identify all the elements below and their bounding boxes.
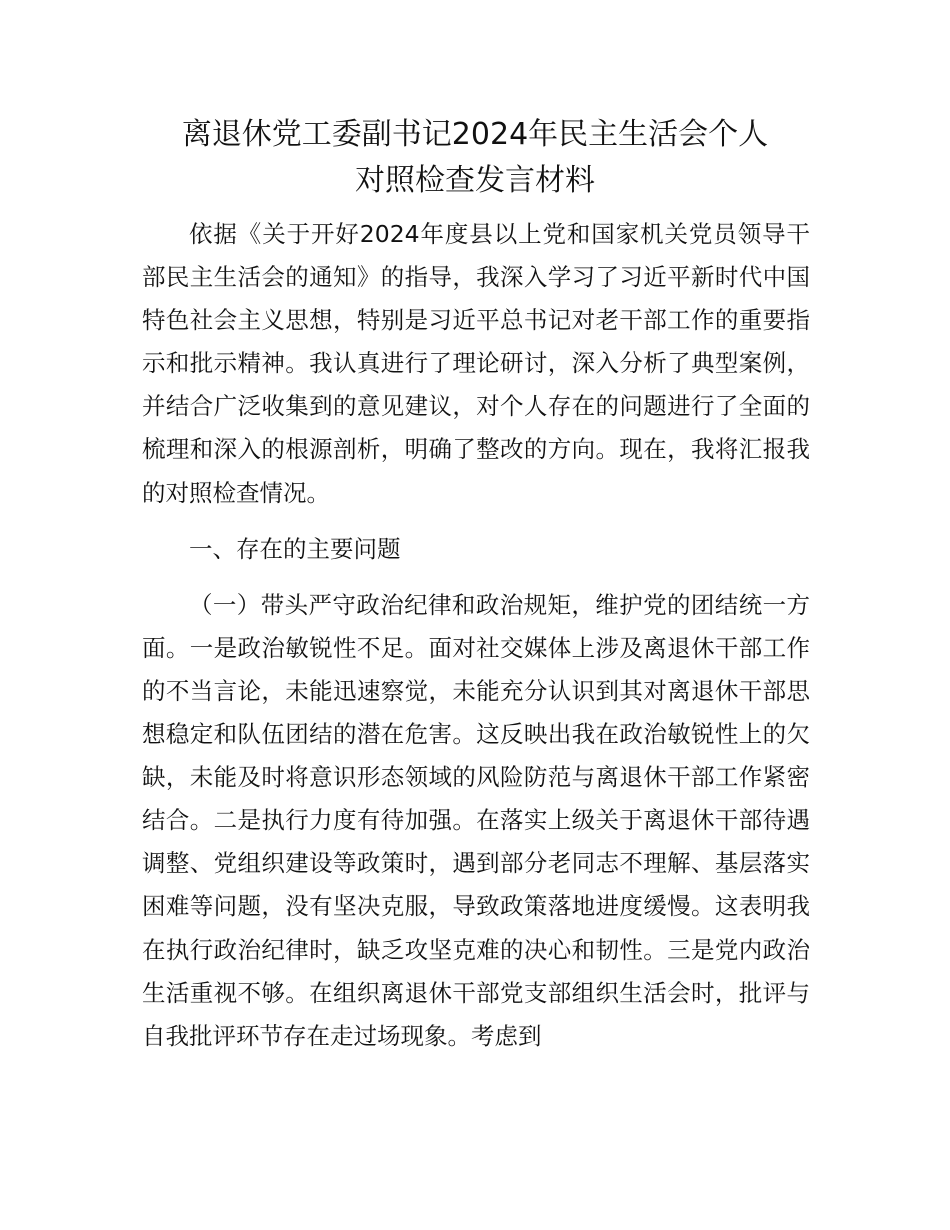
- intro-paragraph: 依据《关于开好2024年度县以上党和国家机关党员领导干部民主生活会的通知》的指导，我深入学习了习近平新时代中国特色社会主义思想，特别是习近平总书记对老干部工作的重要指示和批示精神。我认真进行了理论研讨，深入分析了典型案例，并结合广泛收集到的意见建议，对个人存在的问题进行了全面的梳理和深入的根源剖析，明确了整改的方向。现在，我将汇报我的对照检查情况。: [142, 220, 810, 507]
- document-title: [120, 112, 830, 204]
- title-line-1: 离退休党工委副书记2024年民主生活会个人: [181, 117, 769, 152]
- section-heading: 一、存在的主要问题: [189, 534, 401, 563]
- title-line-2: 对照检查发言材料: [355, 163, 595, 198]
- document-body: [142, 213, 810, 1058]
- section-one-paragraph: （一）带头严守政治纪律和政治规矩，维护党的团结统一方面。一是政治敏锐性不足。面对社交媒体上涉及离退休干部工作的不当言论，未能迅速察觉，未能充分认识到其对离退休干部思想稳定和队伍团结的潜在危害。这反映出我在政治敏锐性上的欠缺，未能及时将意识形态领域的风险防范与离退休干部工作紧密结合。二是执行力度有待加强。在落实上级关于离退休干部待遇调整、党组织建设等政策时，遇到部分老同志不理解、基层落实困难等问题，没有坚决克服，导致政策落地进度缓慢。这表明我在执行政治纪律时，缺乏攻坚克难的决心和韧性。三是党内政治生活重视不够。在组织离退休干部党支部组织生活会时，批评与自我批评环节存在走过场现象。考虑到: [142, 590, 810, 1050]
